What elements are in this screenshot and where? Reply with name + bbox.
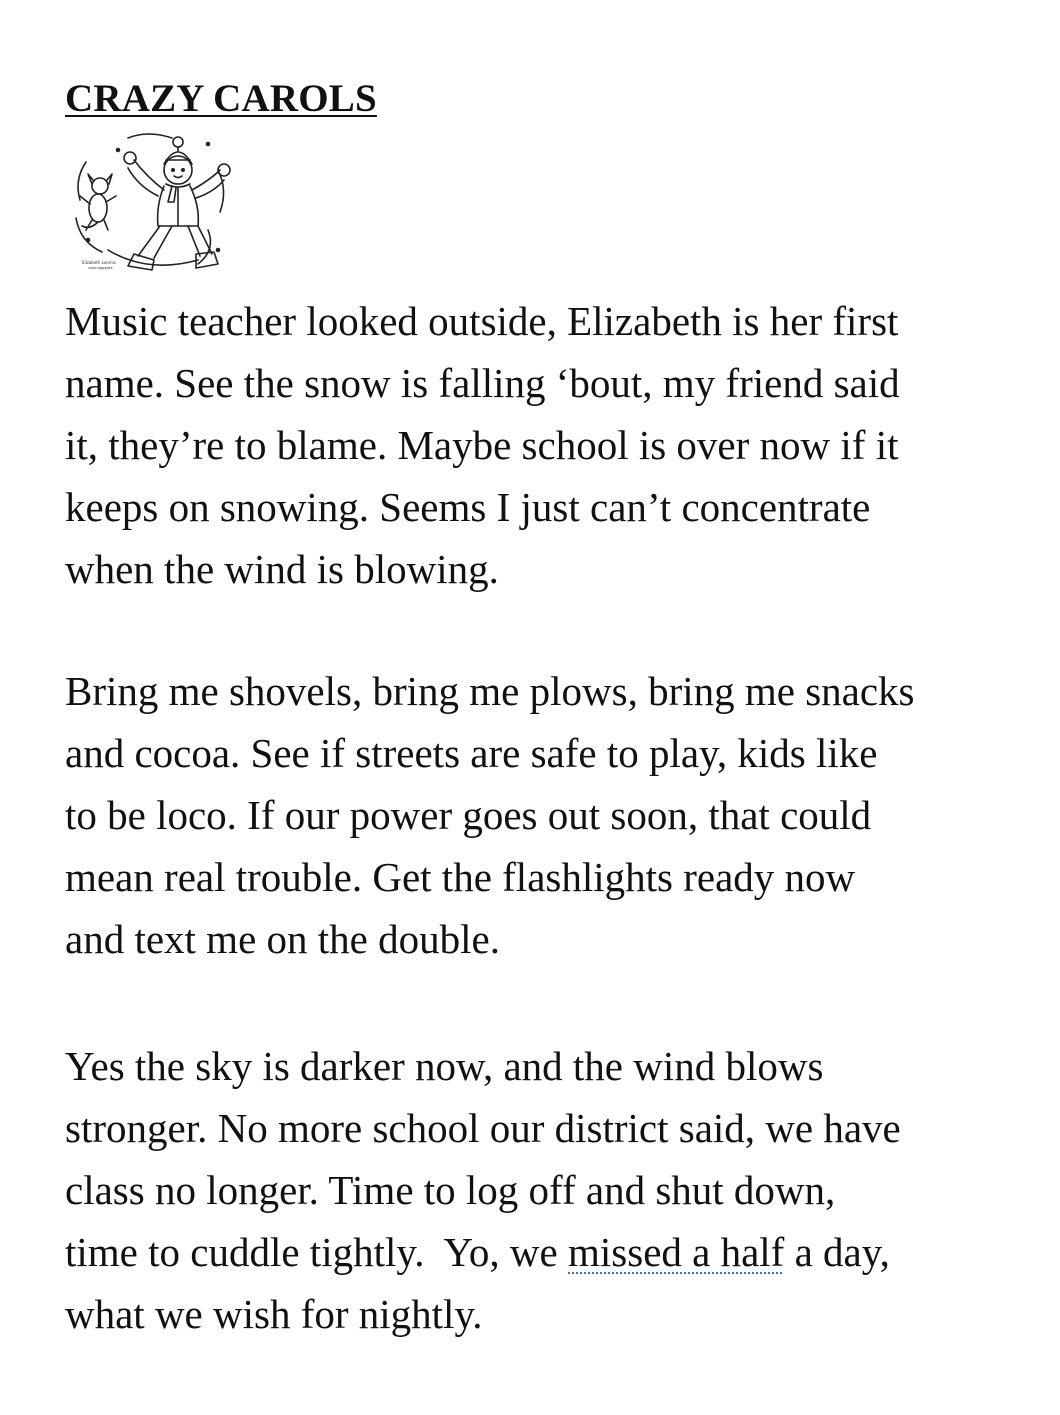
stanza-line-end: a day, [784, 1229, 890, 1275]
stanza-line: and text me on the double. [65, 916, 500, 962]
stanza-line: to be loco. If our power goes out soon, that could [65, 792, 872, 838]
stanza-line: mean real trouble. Get the flashlights ready now [65, 854, 856, 900]
illustration-credit-line1: Elizabeth Loomis [82, 260, 116, 265]
stanza-3 [65, 1035, 901, 1345]
stanza-line: what we wish for nightly. [65, 1291, 483, 1337]
stanza-line: when the wind is blowing. [65, 546, 499, 592]
stanza-2 [65, 660, 915, 970]
stanza-line-start: time to cuddle tightly. Yo, we [65, 1229, 568, 1275]
stanza-line: Bring me shovels, bring me plows, bring me snacks [65, 668, 915, 714]
stanza-line: keeps on snowing. Seems I just can’t concentrate [65, 484, 871, 530]
stanza-line: class no longer. Time to log off and shut down, [65, 1167, 836, 1213]
stanza-line: stronger. No more school our district said, we have [65, 1105, 901, 1151]
stanza-line: it, they’re to blame. Maybe school is over now if it [65, 422, 899, 468]
stanza-line: and cocoa. See if streets are safe to play, kids like [65, 730, 878, 776]
stanza-line: Yes the sky is darker now, and the wind blows [65, 1043, 824, 1089]
stanza-line: Music teacher looked outside, Elizabeth is her first [65, 298, 899, 344]
illustration-credit-line2: coloringpages [88, 266, 113, 270]
child-snow-angel-with-dog-icon [68, 130, 232, 278]
stanza-line [65, 1221, 901, 1283]
stanza-line: name. See the snow is falling ‘bout, my friend said [65, 360, 900, 406]
page-title: CRAZY CAROLS [65, 77, 377, 120]
grammar-flagged-text[interactable]: missed a half [568, 1229, 785, 1275]
stanza-1 [65, 290, 900, 600]
